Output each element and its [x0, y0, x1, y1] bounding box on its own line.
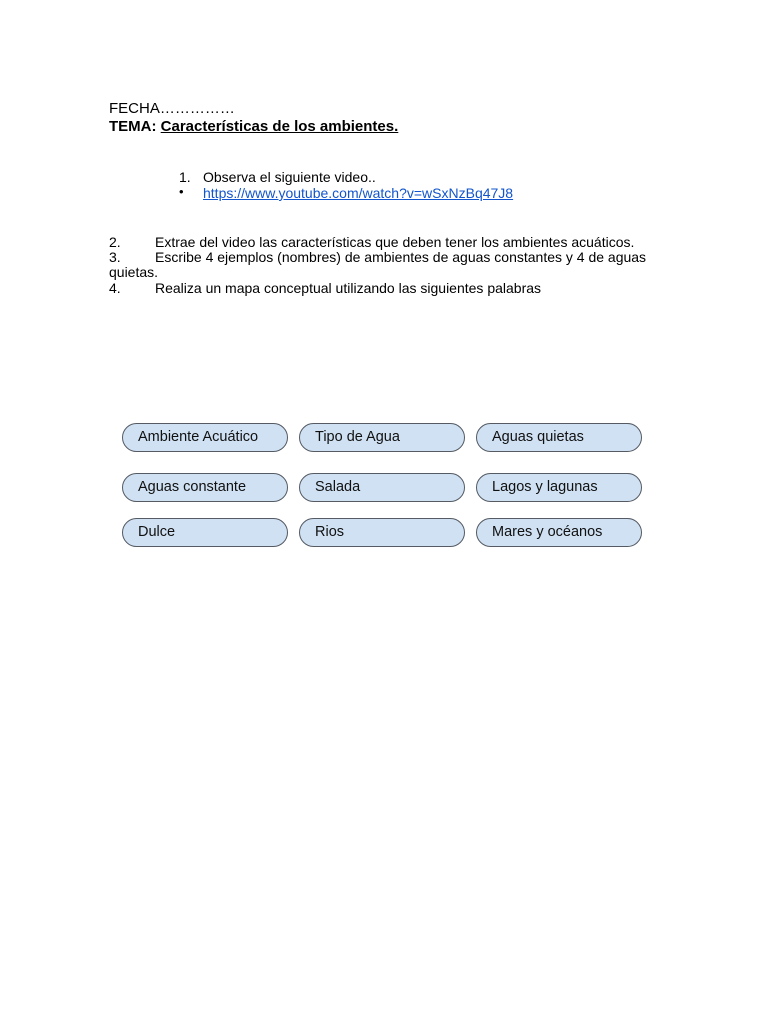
task-number: 3.: [109, 249, 121, 265]
list-item-number: 1.: [179, 169, 191, 185]
bullet-icon: •: [179, 184, 184, 199]
word-pill: Dulce: [122, 518, 288, 547]
list-item-text: Observa el siguiente video..: [203, 169, 376, 185]
fecha-line: FECHA……………: [109, 100, 235, 117]
word-pill: Tipo de Agua: [299, 423, 465, 452]
word-pill: Ambiente Acuático: [122, 423, 288, 452]
word-pill: Mares y océanos: [476, 518, 642, 547]
tema-label: TEMA:: [109, 118, 157, 135]
task-text-continuation: quietas.: [109, 264, 159, 280]
word-pill: Rios: [299, 518, 465, 547]
task-text: Realiza un mapa conceptual utilizando las siguientes palabras: [155, 280, 542, 296]
video-link[interactable]: https://www.youtube.com/watch?v=wSxNzBq47J8: [203, 185, 514, 201]
task-number: 4.: [109, 280, 121, 296]
tema-line: [109, 119, 398, 135]
task-text: Escribe 4 ejemplos (nombres) de ambientes de aguas constantes y 4 de aguas: [155, 249, 647, 265]
word-pill: Aguas constante: [122, 473, 288, 502]
task-text: Extrae del video las características que deben tener los ambientes acuáticos.: [155, 234, 635, 250]
task-number: 2.: [109, 234, 121, 250]
word-pill: Lagos y lagunas: [476, 473, 642, 502]
word-pill: Aguas quietas: [476, 423, 642, 452]
tema-title: Características de los ambientes.: [160, 118, 399, 135]
word-pill: Salada: [299, 473, 465, 502]
